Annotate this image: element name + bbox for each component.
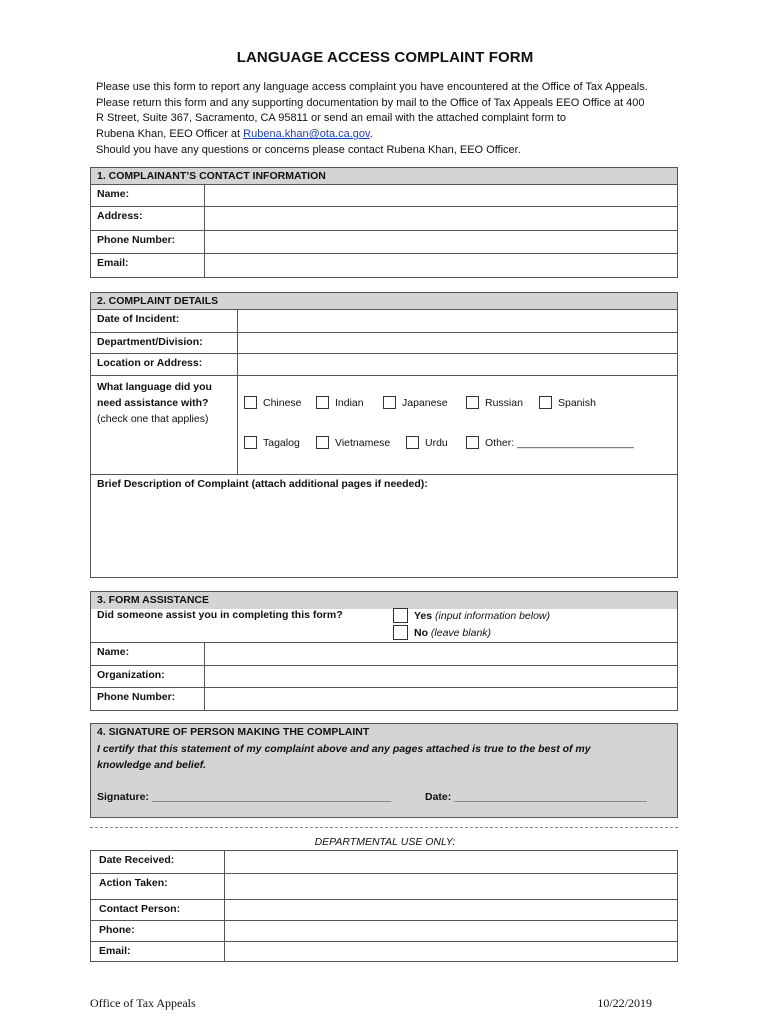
signature-area [91, 741, 677, 817]
assist-phone-field[interactable] [205, 688, 677, 711]
eeo-email-link[interactable]: Rubena.khan@ota.ca.gov [243, 128, 370, 141]
description-label: Brief Description of Complaint (attach additional pages if needed): [97, 478, 428, 490]
language-label [91, 376, 238, 474]
organization-field[interactable] [205, 666, 677, 687]
intro-line: R Street, Suite 367, Sacramento, CA 95811 or send an email with the attached complaint form to [96, 112, 566, 125]
row-phone [91, 231, 677, 254]
section-header: 1. COMPLAINANT’S CONTACT INFORMATION [91, 168, 677, 185]
footer-date: 10/22/2019 [597, 996, 652, 1010]
option-no[interactable]: No (leave blank) [393, 625, 491, 640]
checkbox-icon[interactable] [316, 436, 329, 449]
certify-text: I certify that this statement of my complaint above and any pages attached is true to the best of my knowledge and belief. [97, 743, 591, 771]
row-dept-phone [91, 921, 677, 942]
name-field[interactable] [205, 185, 677, 206]
row-assist-phone [91, 688, 677, 711]
date-incident-field[interactable] [238, 310, 677, 332]
checkbox-icon[interactable] [244, 396, 257, 409]
department-label: Department/Division: [91, 333, 238, 353]
language-options [238, 376, 677, 474]
checkbox-icon[interactable] [466, 396, 479, 409]
phone-field[interactable] [205, 231, 677, 253]
row-department [91, 333, 677, 354]
signature-date-line[interactable]: Date: _________________________________ [425, 791, 647, 803]
dept-email-label: Email: [91, 942, 225, 961]
row-date-incident [91, 310, 677, 333]
section-form-assistance [90, 591, 678, 711]
assistance-question-row [91, 609, 677, 643]
row-description[interactable] [91, 475, 677, 577]
section-contact-info [90, 167, 678, 278]
checkbox-icon[interactable] [383, 396, 396, 409]
divider [90, 827, 678, 828]
contact-person-label: Contact Person: [91, 900, 225, 920]
checkbox-icon[interactable] [244, 436, 257, 449]
department-field[interactable] [238, 333, 677, 353]
assist-name-label: Name: [91, 643, 205, 665]
section-signature [90, 723, 678, 818]
row-contact-person [91, 900, 677, 921]
checkbox-icon[interactable] [539, 396, 552, 409]
row-address [91, 207, 677, 231]
row-name [91, 185, 677, 207]
date-incident-label: Date of Incident: [91, 310, 238, 332]
action-taken-field[interactable] [225, 874, 677, 899]
address-label: Address: [91, 207, 205, 230]
row-date-received [91, 851, 677, 874]
option-other[interactable]: Other: ____________________ [466, 436, 634, 449]
row-organization [91, 666, 677, 688]
row-dept-email [91, 942, 677, 961]
checkbox-icon[interactable] [393, 625, 408, 640]
signature-line[interactable]: Signature: _________________________________________ [97, 791, 392, 803]
row-location [91, 354, 677, 376]
intro-line: Please return this form and any supporting documentation by mail to the Office of Tax Appeals EEO Office at 400 [96, 96, 645, 109]
contact-person-field[interactable] [225, 900, 677, 920]
section-header: 4. SIGNATURE OF PERSON MAKING THE COMPLAINT [91, 724, 677, 741]
option-tagalog[interactable]: Tagalog [244, 436, 300, 449]
row-action-taken [91, 874, 677, 900]
option-urdu[interactable]: Urdu [406, 436, 448, 449]
section-departmental [90, 850, 678, 962]
row-email [91, 254, 677, 277]
action-taken-label: Action Taken: [91, 874, 225, 899]
intro-suffix: . [369, 128, 373, 141]
option-vietnamese[interactable]: Vietnamese [316, 436, 390, 449]
date-received-label: Date Received: [91, 851, 225, 873]
dept-email-field[interactable] [225, 942, 677, 961]
option-japanese[interactable]: Japanese [383, 396, 448, 409]
row-assist-name [91, 643, 677, 666]
checkbox-icon[interactable] [316, 396, 329, 409]
intro-text [96, 80, 696, 159]
page-title: LANGUAGE ACCESS COMPLAINT FORM [236, 49, 534, 66]
email-label: Email: [91, 254, 205, 277]
address-field[interactable] [205, 207, 677, 230]
phone-label: Phone Number: [91, 231, 205, 253]
footer-office: Office of Tax Appeals [90, 996, 196, 1010]
intro-line: Please use this form to report any language access complaint you have encountered at the Office of Tax Appeals. [96, 81, 648, 93]
intro-line [96, 127, 696, 143]
option-russian[interactable]: Russian [466, 396, 523, 409]
option-indian[interactable]: Indian [316, 396, 364, 409]
row-language [91, 376, 677, 475]
language-question-line: What language did you [97, 381, 212, 393]
option-chinese[interactable]: Chinese [244, 396, 302, 409]
intro-line: Should you have any questions or concerns please contact Rubena Khan, EEO Officer. [96, 143, 521, 156]
checkbox-icon[interactable] [393, 608, 408, 623]
email-field[interactable] [205, 254, 677, 277]
language-question-line: need assistance with? [97, 397, 209, 409]
assist-phone-label: Phone Number: [91, 688, 205, 711]
assistance-question: Did someone assist you in completing this form? [97, 609, 343, 621]
language-instruction: (check one that applies) [97, 413, 209, 425]
name-label: Name: [91, 185, 205, 206]
dept-phone-label: Phone: [91, 921, 225, 941]
organization-label: Organization: [91, 666, 205, 687]
dept-phone-field[interactable] [225, 921, 677, 941]
intro-prefix: Rubena Khan, EEO Officer at [96, 128, 244, 141]
location-label: Location or Address: [91, 354, 238, 375]
checkbox-icon[interactable] [466, 436, 479, 449]
checkbox-icon[interactable] [406, 436, 419, 449]
location-field[interactable] [238, 354, 677, 375]
section-header: 3. FORM ASSISTANCE [91, 592, 677, 609]
option-spanish[interactable]: Spanish [539, 396, 596, 409]
assist-name-field[interactable] [205, 643, 677, 665]
section-complaint-details [90, 292, 678, 578]
departmental-heading: DEPARTMENTAL USE ONLY: [314, 836, 456, 848]
option-yes[interactable]: Yes (input information below) [393, 608, 550, 623]
date-received-field[interactable] [225, 851, 677, 873]
section-header: 2. COMPLAINT DETAILS [91, 293, 677, 310]
